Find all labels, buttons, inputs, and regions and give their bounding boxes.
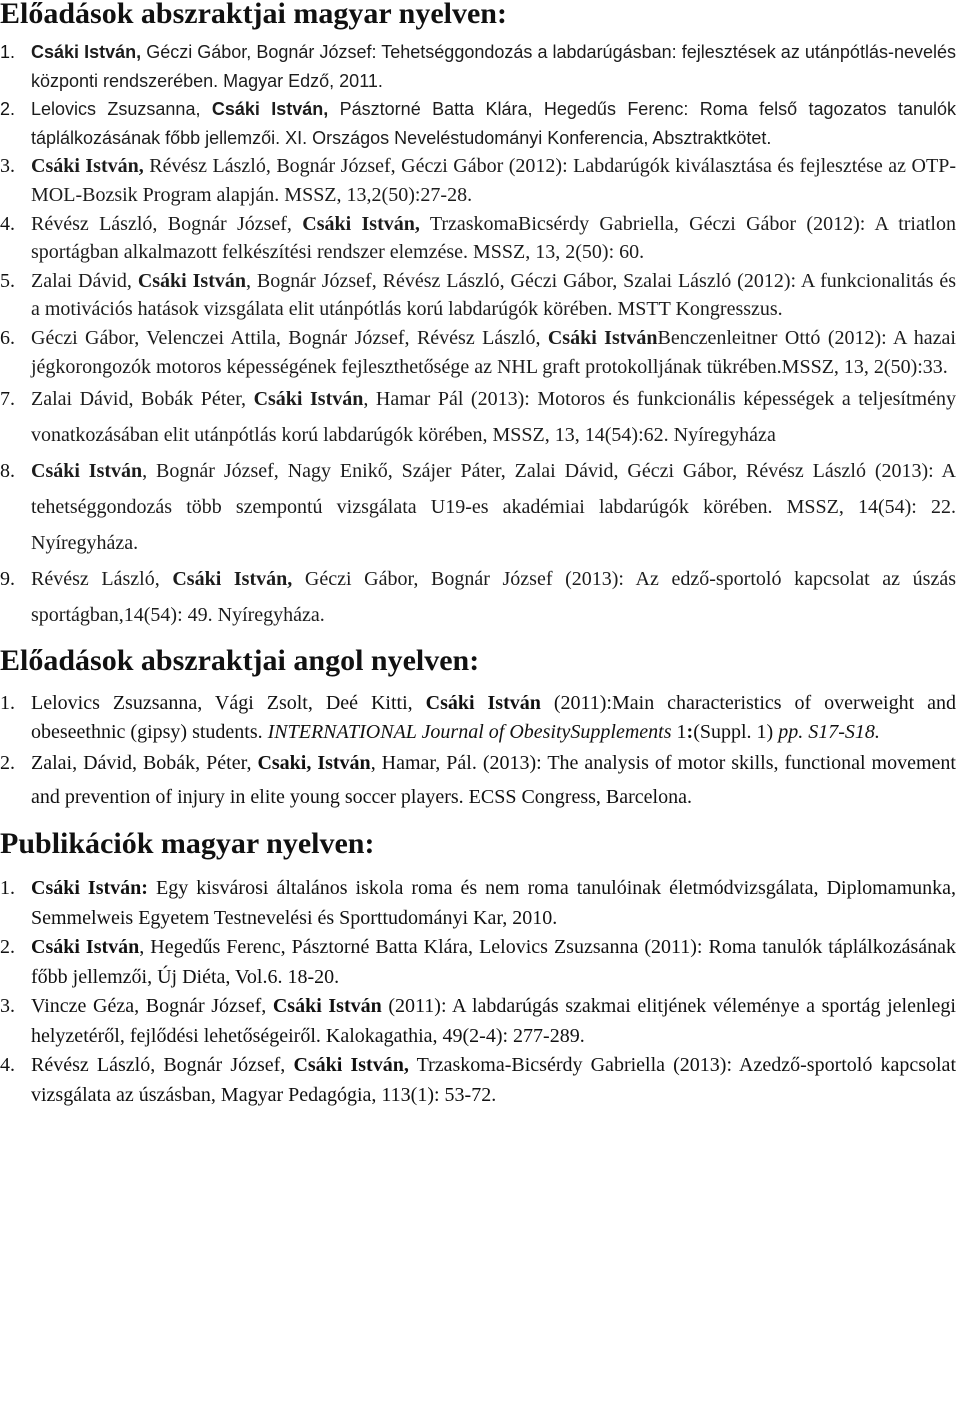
text-run: Lelovics Zsuzsanna, — [31, 99, 212, 120]
section-heading: Publikációk magyar nyelven: — [0, 827, 375, 861]
item-text — [31, 874, 956, 933]
text-run: Révész László, Bognár József, Géczi Gábor (2012): Labdarúgók kiválasztása és fejlesztése az OTP-MOL-Bozsik Program alapján. MSSZ, 13,2(50):27-28. — [31, 155, 956, 206]
text-run: Révész László, Bognár József, — [31, 1054, 294, 1077]
item-number: 1. — [0, 877, 15, 900]
reference-list — [0, 874, 956, 1110]
list-item — [0, 152, 956, 209]
item-text — [31, 1051, 956, 1110]
text-run: Révész László, Bognár József, — [31, 212, 303, 235]
section-heading: Előadások abszraktjai angol nyelven: — [0, 644, 480, 678]
list-item — [0, 453, 956, 561]
item-number: 2. — [0, 99, 16, 120]
item-text — [31, 561, 956, 633]
text-run: , Bognár József, Nagy Enikő, Szájer Páter, Zalai Dávid, Géczi Gábor, Révész László (2013): A tehetséggondozás több szempontú vizsgálata U19-es akadémiai labdarúgók körében. MSSZ, 14(54): 22. Nyíregyháza. — [31, 460, 956, 555]
list-item — [0, 874, 956, 933]
item-number: 2. — [0, 936, 15, 959]
item-text — [31, 324, 956, 381]
text-run: Géczi Gábor, Bognár József: Tehetséggondozás a labdarúgásban: fejlesztések az utánpótlás-nevelés központi rendszerében. Magyar Edző, 2011. — [31, 42, 956, 91]
author-highlight: Csáki István, — [211, 99, 329, 120]
list-item — [0, 267, 956, 324]
list-item — [0, 95, 956, 152]
author-highlight: Csaki, István — [257, 752, 371, 775]
item-number: 6. — [0, 326, 15, 349]
author-highlight: Csáki István: — [31, 877, 148, 900]
item-number: 1. — [0, 42, 16, 62]
author-highlight: Csáki István — [137, 269, 246, 292]
journal-title: pp. S17-S18. — [778, 720, 880, 743]
item-text — [31, 746, 956, 814]
item-text — [31, 689, 956, 746]
author-highlight: Csáki István — [31, 460, 143, 483]
text-run: , Bognár József, Révész László, Géczi Gábor, Szalai László (2012): A funkcionalitás és a motivációs hatások vizsgálata elit utánpótlás korú labdarúgók körében. MSTT Kongresszus. — [31, 269, 957, 321]
list-item — [0, 689, 956, 746]
list-item — [0, 561, 956, 633]
text-run: , Hamar Pál (2013): Motoros és funkcionális képességek a teljesítmény vonatkozásában elit utánpótlás korú labdarúgók körében, MSSZ, 13, 14(54):62. Nyíregyháza — [31, 388, 956, 447]
author-highlight: Csáki István, — [172, 568, 293, 591]
journal-title: INTERNATIONAL Journal of ObesitySupplements — [267, 720, 672, 743]
list-item — [0, 746, 956, 814]
text-run: Pásztorné Batta Klára, Hegedűs Ferenc: Roma felső tagozatos tanulók táplálkozásának főbb jellemzői. XI. Országos Neveléstudományi Konferencia, Absztraktkötet. — [31, 99, 956, 148]
item-number: 4. — [0, 212, 15, 235]
reference-list — [0, 38, 956, 633]
item-text — [31, 453, 956, 561]
item-text — [31, 381, 956, 453]
text-run: Benczenleitner Ottó (2012): A hazai jégkorongozók motoros képességének fejleszthetősége az NHL graft protokolljának tükrében.MSSZ, 13, 2(50):33. — [31, 326, 956, 378]
section-abstracts-english — [0, 644, 956, 814]
item-number: 3. — [0, 155, 15, 178]
item-text — [31, 95, 956, 152]
author-highlight: Csáki István, — [31, 42, 142, 62]
list-item — [0, 210, 956, 267]
author-highlight: Csáki István — [547, 326, 658, 349]
item-number: 1. — [0, 692, 15, 715]
section-abstracts-hungarian — [0, 0, 956, 633]
text-run: Lelovics Zsuzsanna, Vági Zsolt, Deé Kitti, — [31, 692, 426, 715]
text-run: , Hamar, Pál. (2013): The analysis of motor skills, functional movement and prevention of injury in elite young soccer players. ECSS Congress, Barcelona. — [31, 752, 956, 809]
item-text — [31, 992, 956, 1051]
text-run: (2011):Main characteristics of overweight and obeseethnic (gipsy) students. — [31, 692, 956, 743]
section-heading: Előadások abszraktjai magyar nyelven: — [0, 0, 507, 30]
text-run: Zalai, Dávid, Bobák, Péter, — [31, 752, 258, 775]
list-item — [0, 933, 956, 992]
author-highlight: Csáki István, — [302, 212, 420, 235]
item-text — [31, 38, 956, 95]
item-number: 8. — [0, 460, 15, 483]
text-run: 1 — [671, 720, 687, 743]
item-number: 2. — [0, 752, 15, 775]
item-text — [31, 152, 956, 209]
item-text — [31, 267, 956, 324]
list-item — [0, 38, 956, 95]
item-text — [31, 210, 956, 267]
reference-list — [0, 689, 956, 814]
item-text — [31, 933, 956, 992]
text-run: Vincze Géza, Bognár József, — [31, 995, 273, 1018]
list-item — [0, 992, 956, 1051]
text-run: Géczi Gábor, Bognár József (2013): Az edző-sportoló kapcsolat az úszás sportágban,14(54): 49. Nyíregyháza. — [31, 568, 956, 627]
list-item — [0, 381, 956, 453]
text-run: (2011): A labdarúgás szakmai elitjének véleménye a sportág jelenlegi helyzetéről, fejlődési lehetőségeiről. Kalokagathia, 49(2-4): 277-289. — [31, 995, 956, 1047]
text-run: TrzaskomaBicsérdy Gabriella, Géczi Gábor (2012): A triatlon sportágban alkalmazott felkészítési rendszer elemzése. MSSZ, 13, 2(50): 60. — [31, 212, 956, 264]
author-highlight: Csáki István — [31, 936, 140, 959]
text-run: , Hegedűs Ferenc, Pásztorné Batta Klára, Lelovics Zsuzsanna (2011): Roma tanulók táplálkozásának főbb jellemzői, Új Diéta, Vol.6. 18-20. — [31, 936, 956, 988]
text-run: Révész László, — [31, 568, 173, 591]
author-highlight: Csáki István, — [293, 1054, 409, 1077]
list-item — [0, 324, 956, 381]
text-run: Zalai Dávid, Bobák Péter, — [31, 388, 254, 411]
text-run: (Suppl. 1) — [693, 720, 779, 743]
item-number: 7. — [0, 388, 15, 411]
author-highlight: Csáki István — [272, 995, 382, 1018]
author-highlight: Csáki István — [253, 388, 364, 411]
author-highlight: Csáki István — [425, 692, 541, 715]
item-number: 4. — [0, 1054, 15, 1077]
item-number: 9. — [0, 568, 15, 591]
author-highlight: Csáki István, — [31, 155, 144, 178]
text-run: Zalai Dávid, — [31, 269, 138, 292]
text-run: Trzaskoma-Bicsérdy Gabriella (2013): Azedző-sportoló kapcsolat vizsgálata az úszásban, Magyar Pedagógia, 113(1): 53-72. — [31, 1054, 956, 1106]
list-item — [0, 1051, 956, 1110]
text-run: Géczi Gábor, Velenczei Attila, Bognár József, Révész László, — [31, 326, 548, 349]
item-number: 3. — [0, 995, 15, 1018]
section-publications-hungarian — [0, 827, 957, 1110]
text-run: Egy kisvárosi általános iskola roma és nem roma tanulóinak életmódvizsgálata, Diplomamunka, Semmelweis Egyetem Testnevelési és Sporttudományi Kar, 2010. — [31, 877, 957, 929]
author-highlight: : — [686, 720, 694, 743]
item-number: 5. — [0, 269, 15, 292]
